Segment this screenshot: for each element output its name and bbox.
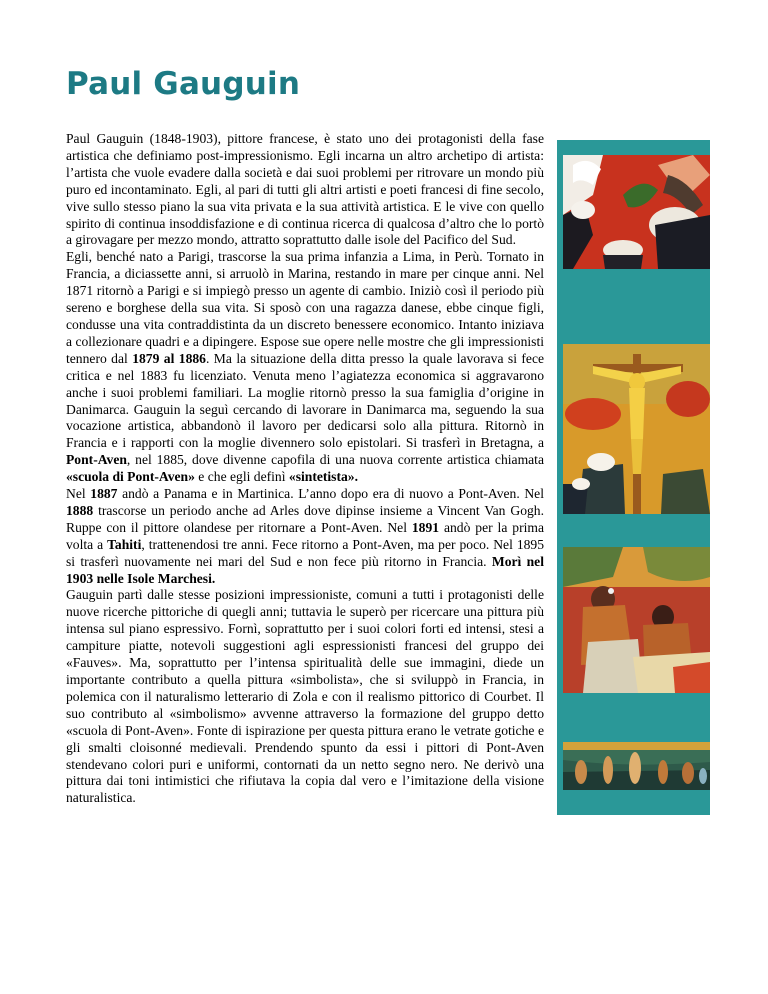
bold-run: 1888 — [66, 502, 94, 518]
paragraph-biography — [66, 249, 544, 486]
bold-run: «sintetista». — [288, 469, 358, 485]
page-title: Paul Gauguin — [66, 66, 301, 102]
bold-run: «scuola di Pont-Aven» — [66, 469, 195, 485]
article-body — [66, 131, 544, 807]
text-run: . Ma la situazione della ditta presso la quale lavorava si fece critica e nel 1883 fu licenziato. Venuta meno l’agiatezza economica si aggravarono anche i suoi problemi familiari. La moglie ritornò presso la sua famiglia d’origine in Danimarca. Gauguin la seguì cercando di lavorare in Danimarca ma, seguendo la sua vocazione artistica, abbandonò il lavoro per dedicarsi solo alla pittura. Ritornò in Francia e i rapporti con la moglie divennero solo epistolari. Si trasferì in Bretagna, a — [66, 350, 545, 451]
bold-run: Morì nel 1903 nelle Isole Marchesi. — [66, 553, 544, 586]
text-run: Nel — [66, 486, 91, 502]
text-run: , nel 1885, dove divenne capofila di una nuova corrente artistica chiamata — [126, 452, 544, 468]
paragraph-intro: Paul Gauguin (1848-1903), pittore francese, è stato uno dei protagonisti della fase artistica che definiamo post-impressionismo. Egli incarna un altro archetipo di artista: l’artista che vuole evadere dalla società e dai suoi problemi per ritrovare un mondo più puro ed incontaminato. Egli, al pari di tutti gli altri artisti e poeti francesi di fine secolo, vive sullo stesso piano la sua vita privata e la sua attività artistica. E le vive con quello spirito di continua insoddisfazione e di continua ricerca di qualcosa d’altro che lo portò a girovagare per mezzo mondo, attratto soprattutto dalle isole del Pacifico del Sud. — [66, 131, 544, 248]
text-run: trascorse un periodo anche ad Arles dove dipinse insieme a Vincent Van Gogh. Ruppe con il pittore olandese per ritornare a Pont-Aven. Nel — [66, 502, 544, 535]
bold-run: 1891 — [411, 519, 440, 535]
text-run: andò a Panama e in Martinica. L’anno dopo era di nuovo a Pont-Aven. Nel — [117, 486, 544, 502]
text-run: Egli, benché nato a Parigi, trascorse la sua prima infanzia a Lima, in Perù. Tornato in Francia, a diciassette anni, si arruolò in Marina, restando in mare per cinque anni. Nel 1871 ritornò a Parigi e si impiegò presso un agente di cambio. Iniziò così il periodo più sereno e borghese della sua vita. Si sposò con una ragazza danese, ebbe cinque figli, condusse una vita contraddistinta da un discreto benessere economico. Intanto iniziava a collezionare quadri e a dipingere. Espose sue opere nelle mostre che gli impressionisti tennero dal — [66, 249, 544, 366]
bold-run: 1879 al 1886 — [132, 350, 206, 366]
bold-run: Tahiti — [107, 536, 142, 552]
text-run: e che egli definì — [194, 469, 289, 485]
paragraph-travels — [66, 486, 544, 587]
painting-yellow-christ — [563, 344, 710, 514]
painting-vision-after-sermon — [563, 155, 710, 269]
painting-panorama — [563, 742, 710, 790]
bold-run: 1887 — [90, 486, 118, 502]
text-run: andò per la prima volta a — [66, 519, 544, 552]
painting-tahitian-women — [563, 547, 710, 693]
text-run: , trattenendosi tre anni. Fece ritorno a Pont-Aven, ma per poco. Nel 1895 si trasferì nuovamente nei mari del Sud e non fece più ritorno in Francia. — [66, 536, 545, 569]
paragraph-style: Gauguin partì dalle stesse posizioni impressioniste, comuni a tutti i protagonisti delle nuove ricerche pittoriche di quegli anni; tuttavia le superò per ricercare una pittura più intensa sul piano espressivo. Fornì, soprattutto per i suoi colori forti ed intensi, stesi a campiture piatte, notevoli suggestioni agli espressionisti francesi del gruppo dei «Fauves». Ma, soprattutto per l’intensa spiritualità delle sue immagini, diede un importante contributo a quella pittura «simbolista», che si sviluppò in Francia, in polemica con il naturalismo letterario di Zola e con il realismo pittorico di Courbet. Il suo contributo al «simbolismo» avvenne attraverso la formazione del gruppo detto «scuola di Pont-Aven». Fonte di ispirazione per questa pittura erano le vetrate gotiche e gli smalti cloisonné medievali. Prendendo spunto da essi i pittori di Pont-Aven stendevano colori puri e uniformi, contornati da un netto segno nero. Ne derivò una pittura dai toni intimistici che rifiutava la copia dal vero e l’imitazione della visione naturalistica. — [66, 587, 544, 806]
bold-run: Pont-Aven — [66, 452, 127, 468]
